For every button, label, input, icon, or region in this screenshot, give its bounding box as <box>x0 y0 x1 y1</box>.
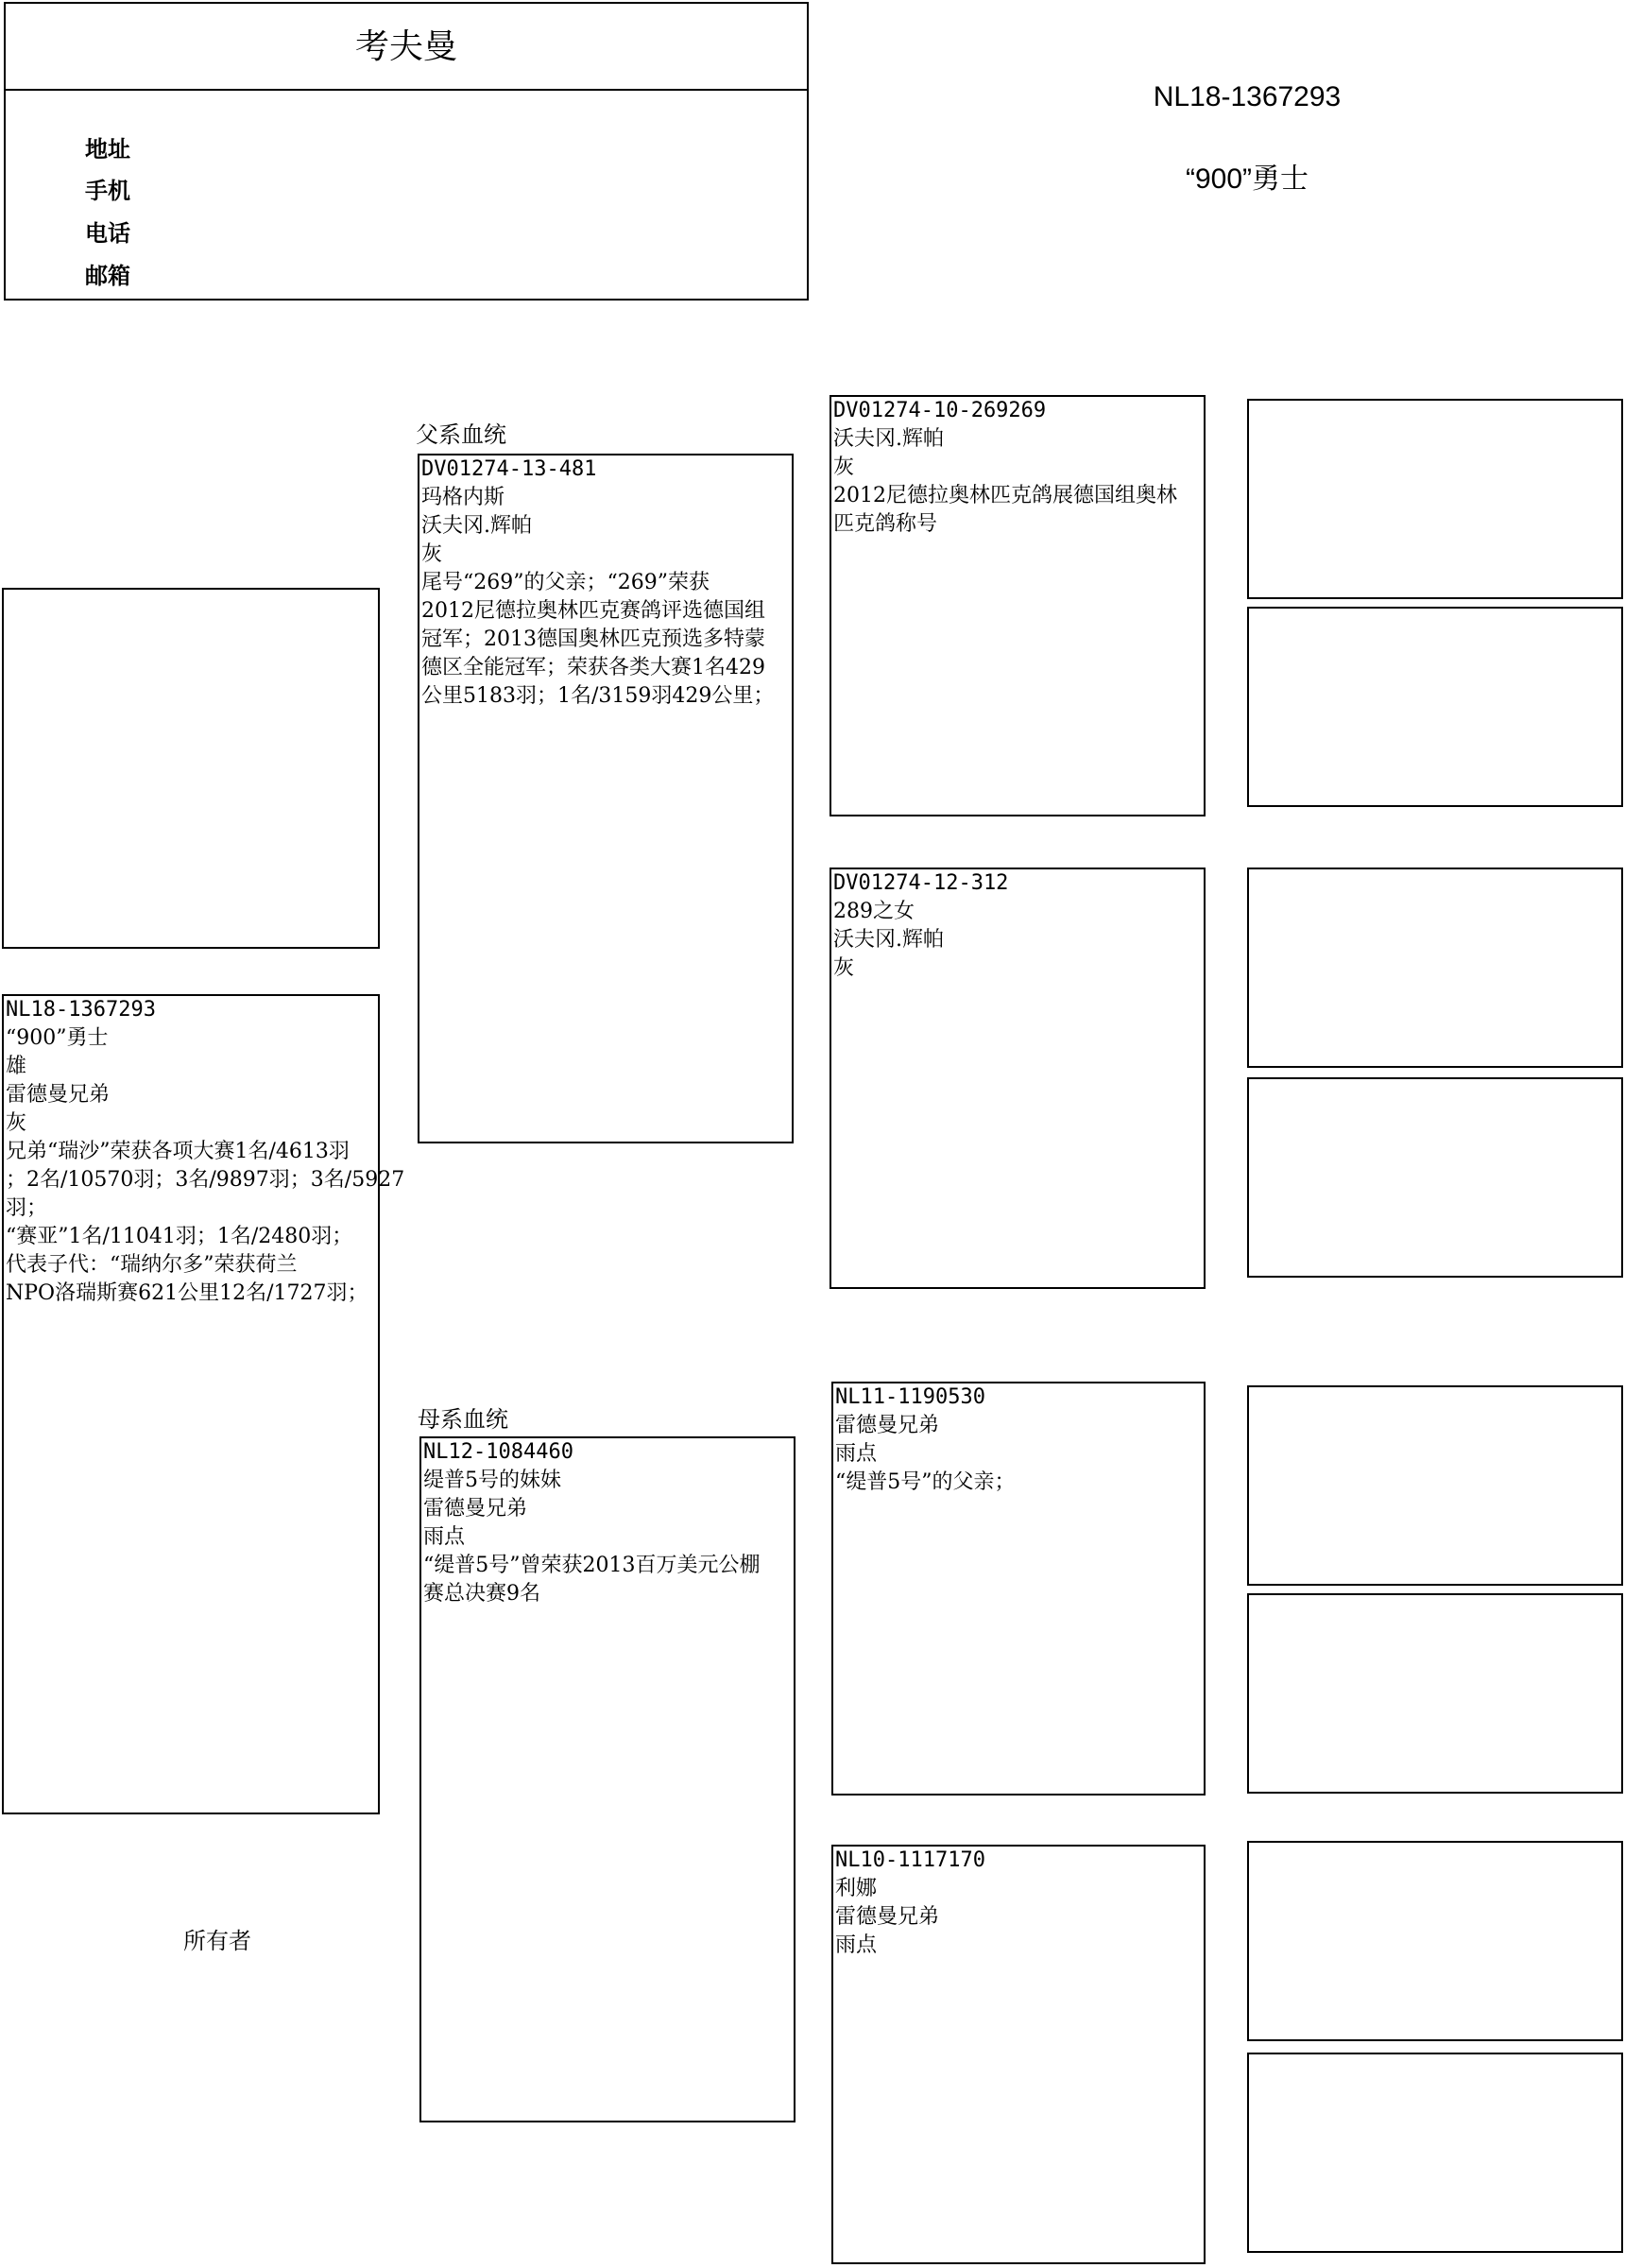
detail-line: “900”勇士 <box>6 1026 109 1050</box>
detail-line: 灰 <box>833 455 855 479</box>
grandparent-card-sire-sire <box>830 395 1206 816</box>
dam-section-label: 母系血统 <box>418 1406 508 1433</box>
detail-line: 雷德曼兄弟 <box>835 1414 940 1437</box>
detail-line: 玛格内斯 <box>421 486 505 509</box>
detail-line: 德区全能冠军；荣获各类大赛1名429 <box>421 656 765 679</box>
detail-line: 沃夫冈.辉帕 <box>421 514 532 538</box>
detail-line: 公里5183羽；1名/3159羽429公里； <box>421 684 775 708</box>
ring-number: DV01274-12-312 <box>833 871 1009 895</box>
detail-line: 灰 <box>421 542 443 566</box>
detail-line: 2012尼德拉奥林匹克赛鸽评选德国组 <box>421 599 765 623</box>
sire-card <box>418 454 794 1143</box>
detail-line: 2012尼德拉奥林匹克鸽展德国组奥林 <box>833 484 1177 507</box>
detail-line: 雨点 <box>835 1933 878 1957</box>
detail-line: 羽； <box>6 1196 48 1220</box>
ring-number: NL18-1367293 <box>6 998 156 1022</box>
great-grandparent-card <box>1247 607 1623 807</box>
sire-section-label: 父系血统 <box>416 421 506 448</box>
detail-line: 尾号“269”的父亲；“269”荣获 <box>421 571 710 594</box>
detail-line: NPO洛瑞斯赛621公里12名/1727羽； <box>6 1281 368 1305</box>
sire-details <box>419 455 792 711</box>
loft-title: 考夫曼 <box>6 4 807 91</box>
detail-line: 雄 <box>6 1055 27 1078</box>
grandparent-details <box>833 1847 1204 1960</box>
contact-label-email: 邮箱 <box>85 263 130 289</box>
detail-line: 雷德曼兄弟 <box>835 1905 940 1929</box>
ring-number: DV01274-13-481 <box>421 457 597 481</box>
contact-label-phone: 电话 <box>85 220 130 247</box>
detail-line: 代表子代：“瑞纳尔多”荣获荷兰 <box>6 1253 298 1277</box>
ring-number: NL10-1117170 <box>835 1848 985 1872</box>
owner-contact-card <box>4 2 809 301</box>
detail-line: 沃夫冈.辉帕 <box>833 427 944 451</box>
detail-line: 灰 <box>6 1111 27 1135</box>
detail-line: “赛亚”1名/11041羽；1名/2480羽； <box>6 1225 353 1248</box>
great-grandparent-card <box>1247 2053 1623 2253</box>
grandparent-card-sire-dam <box>830 868 1206 1289</box>
detail-line: 兄弟“瑞沙”荣获各项大赛1名/4613羽 <box>6 1140 350 1163</box>
detail-line: “缇普5号”的父亲； <box>835 1470 1016 1494</box>
detail-line: 289之女 <box>833 900 915 923</box>
grandparent-details <box>833 1383 1204 1497</box>
dam-card <box>419 1436 795 2122</box>
great-grandparent-card <box>1247 868 1623 1068</box>
bird-name: “900”勇士 <box>1185 163 1309 195</box>
bird-photo-placeholder <box>2 588 380 949</box>
detail-line: ；2名/10570羽；3名/9897羽；3名/5927 <box>6 1168 405 1192</box>
grandparent-card-dam-dam <box>831 1845 1206 2264</box>
subject-bird-card <box>2 994 405 1814</box>
great-grandparent-card <box>1247 1593 1623 1794</box>
ring-number: NL12-1084460 <box>423 1440 573 1464</box>
owner-label: 所有者 <box>183 1928 251 1954</box>
detail-line: 雨点 <box>835 1442 878 1466</box>
great-grandparent-card <box>1247 1077 1623 1278</box>
detail-line: 雷德曼兄弟 <box>6 1083 111 1107</box>
detail-line: 雨点 <box>423 1525 466 1549</box>
detail-line: 利娜 <box>835 1877 878 1900</box>
detail-line: 沃夫冈.辉帕 <box>833 928 944 952</box>
ring-number: DV01274-10-269269 <box>833 399 1047 422</box>
great-grandparent-card <box>1247 399 1623 599</box>
contact-label-mobile: 手机 <box>85 178 130 204</box>
grandparent-card-dam-sire <box>831 1382 1206 1796</box>
detail-line: 雷德曼兄弟 <box>423 1497 528 1521</box>
detail-line: 匹克鸽称号 <box>833 512 938 536</box>
bird-ring-number: NL18-1367293 <box>1153 81 1342 112</box>
dam-details <box>421 1438 794 1608</box>
detail-line: 灰 <box>833 956 855 980</box>
detail-line: 冠军；2013德国奥林匹克预选多特蒙 <box>421 627 765 651</box>
great-grandparent-card <box>1247 1841 1623 2041</box>
subject-bird-details <box>4 996 405 1308</box>
detail-line: 缇普5号的妹妹 <box>423 1469 561 1492</box>
detail-line: 赛总决赛9名 <box>423 1582 540 1606</box>
detail-line: “缇普5号”曾荣获2013百万美元公棚 <box>423 1554 761 1577</box>
grandparent-details <box>831 397 1204 539</box>
great-grandparent-card <box>1247 1385 1623 1586</box>
grandparent-details <box>831 869 1204 983</box>
ring-number: NL11-1190530 <box>835 1385 985 1409</box>
contact-label-address: 地址 <box>85 136 130 163</box>
